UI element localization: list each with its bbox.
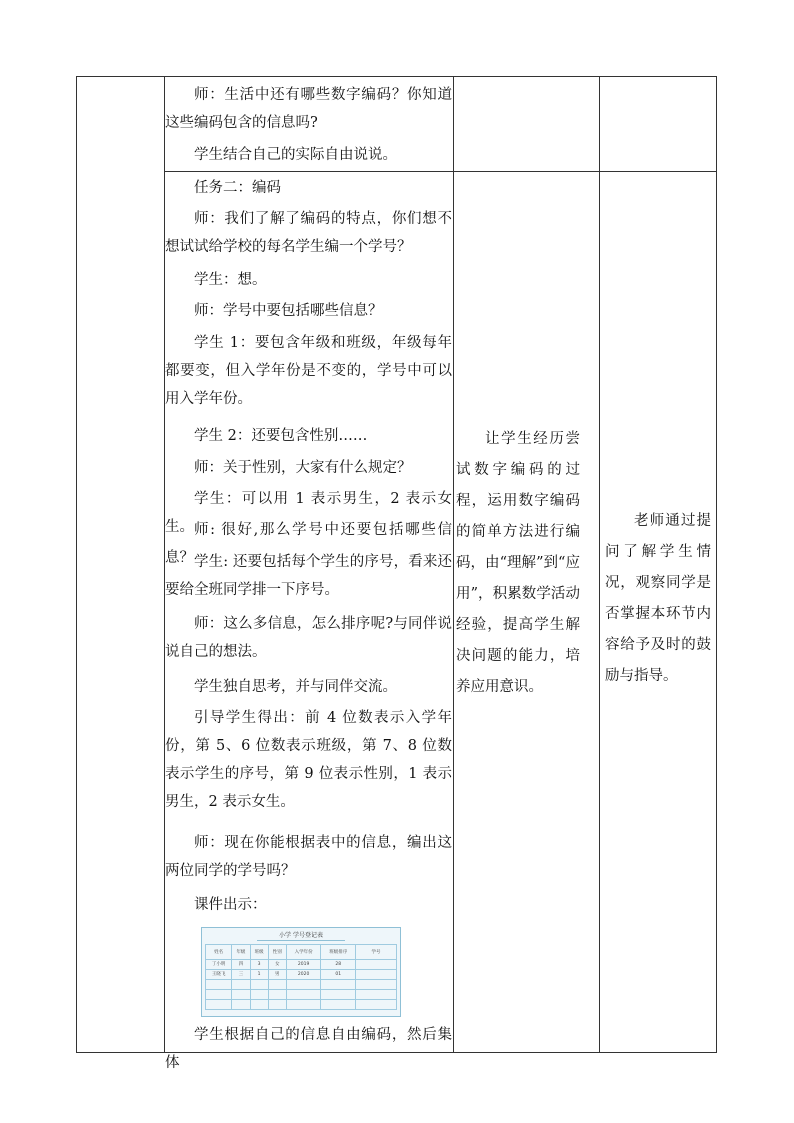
header-cell: 年级	[232, 945, 250, 960]
paragraph: 师：我们了解了编码的特点，你们想不想试试给学校的每名学生编一个学号？	[165, 211, 452, 255]
table-cell: 1	[250, 970, 268, 980]
table-header-row	[206, 945, 397, 960]
table-row	[206, 1000, 397, 1010]
table-cell: 王晓飞	[206, 970, 232, 980]
table-cell	[232, 990, 250, 1000]
column-divider	[453, 77, 454, 1052]
table-cell	[321, 980, 356, 990]
table-cell	[356, 1000, 397, 1010]
paragraph: 学生：可以用 1 表示男生，2 表示女生。	[165, 491, 452, 535]
table-cell	[250, 1000, 268, 1010]
table-cell	[268, 990, 286, 1000]
paragraph: 学生根据自己的信息自由编码，然后集体	[165, 1027, 452, 1071]
header-cell: 姓名	[206, 945, 232, 960]
table-row	[206, 970, 397, 980]
design-intent-cell: 让学生经历尝试数字编码的过程，运用数字编码的简单方法进行编码，由“理解”到“应用”，积累数学活动经验，提高学生解决问题的能力，培养应用意识。	[456, 431, 580, 695]
paragraph: 师：生活中还有哪些数字编码？你知道这些编码包含的信息吗?	[165, 87, 452, 131]
table-cell: 三	[232, 970, 250, 980]
paragraph: 学生结合自己的实际自由说说。	[194, 147, 397, 163]
table-cell: 2020	[286, 970, 321, 980]
table-cell: 01	[321, 970, 356, 980]
table-cell	[356, 980, 397, 990]
paragraph: 学生: 还要包括每个学生的序号，看来还要给全班同学排一下序号。	[165, 554, 452, 598]
lesson-plan-table	[76, 76, 717, 1071]
table-cell	[356, 970, 397, 980]
header-cell: 性别	[268, 945, 286, 960]
paragraph: 课件出示：	[194, 897, 267, 913]
courseware-screenshot	[201, 927, 401, 1017]
table-cell	[206, 990, 232, 1000]
paragraph: 学生独自思考，并与同伴交流。	[194, 679, 397, 695]
table-cell	[321, 1000, 356, 1010]
table-cell	[232, 980, 250, 990]
table-cell: 男	[268, 970, 286, 980]
table-cell	[268, 980, 286, 990]
table-cell	[356, 960, 397, 970]
table-cell	[356, 990, 397, 1000]
header-cell: 入学年份	[286, 945, 321, 960]
header-cell: 班级	[250, 945, 268, 960]
table-cell	[232, 1000, 250, 1010]
courseware-title: 小学 学号登记表	[279, 932, 323, 939]
paragraph: 师：关于性别，大家有什么规定？	[194, 460, 412, 476]
table-cell	[206, 980, 232, 990]
student-number-table	[205, 944, 397, 1010]
table-cell: 女	[268, 960, 286, 970]
table-row	[206, 990, 397, 1000]
table-cell: 3	[250, 960, 268, 970]
table-cell	[286, 1000, 321, 1010]
table-row	[206, 960, 397, 970]
column-divider	[599, 77, 600, 1052]
table-cell	[321, 990, 356, 1000]
table-cell: 2019	[286, 960, 321, 970]
title-underline	[257, 940, 345, 941]
table-cell	[286, 980, 321, 990]
table-cell	[250, 980, 268, 990]
paragraph: 学生 2：还要包含性别……	[194, 428, 368, 444]
paragraph: 引导学生得出：前 4 位数表示入学年份，第 5、6 位数表示班级，第 7、8 位数表示学生的序号，第 9 位表示性别，1 表示男生，2 表示女生。	[165, 710, 452, 810]
paragraph: 师：学号中要包括哪些信息？	[194, 303, 383, 319]
teacher-note-cell: 老师通过提问了解学生情况，观察同学是否掌握本环节内容给予及时的鼓励与指导。	[605, 513, 711, 684]
paragraph: 师: 很好,那么学号中还要包括哪些信息？	[165, 522, 452, 566]
table-cell	[250, 990, 268, 1000]
header-cell: 班级排序	[321, 945, 356, 960]
table-cell	[206, 1000, 232, 1010]
table-row	[206, 980, 397, 990]
table-cell	[268, 1000, 286, 1010]
table-cell: 四	[232, 960, 250, 970]
header-cell: 学号	[356, 945, 397, 960]
row-divider	[164, 171, 716, 172]
paragraph: 师：现在你能根据表中的信息，编出这两位同学的学号吗？	[165, 835, 452, 879]
paragraph: 任务二：编码	[194, 180, 281, 196]
paragraph: 学生 1：要包含年级和班级，年级每年都要变，但入学年份是不变的，学号中可以用入学年份。	[165, 335, 452, 407]
table-cell	[286, 990, 321, 1000]
table-cell: 28	[321, 960, 356, 970]
table-cell: 丁小明	[206, 960, 232, 970]
paragraph: 师：这么多信息，怎么排序呢?与同伴说说自己的想法。	[165, 616, 452, 660]
paragraph: 学生：想。	[194, 272, 267, 288]
